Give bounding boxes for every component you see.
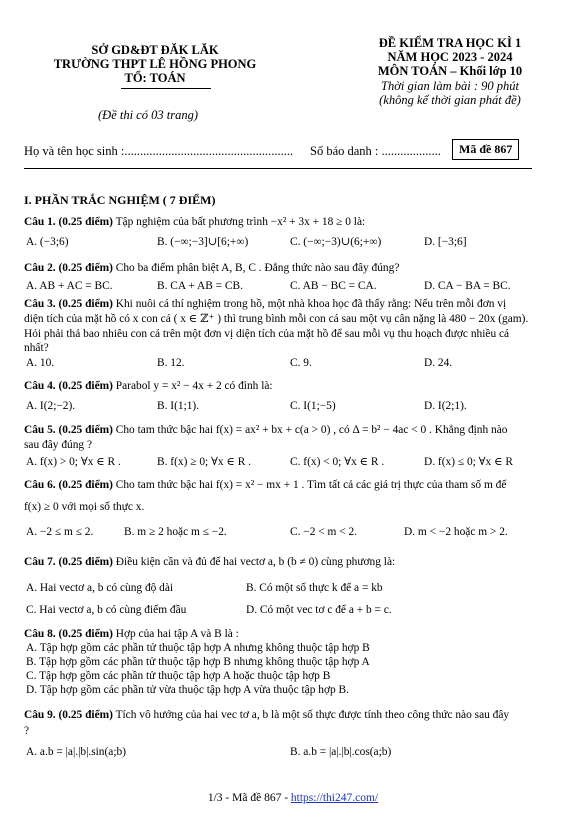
q3-option-d[interactable]: D. 24. bbox=[424, 357, 453, 369]
q7-option-c[interactable]: C. Hai vectơ a, b có cùng điểm đầu bbox=[26, 604, 187, 616]
q9-option-b[interactable]: B. a.b = |a|.|b|.cos(a;b) bbox=[290, 746, 392, 758]
q1-option-c[interactable]: C. (−∞;−3)∪(6;+∞) bbox=[290, 236, 382, 248]
question-9-label: Câu 9. (0.25 điểm) bbox=[24, 709, 113, 721]
question-6-label: Câu 6. (0.25 điểm) bbox=[24, 479, 113, 491]
question-2 bbox=[24, 262, 399, 276]
q8-option-b[interactable]: B. Tập hợp gồm các phần tử thuộc tập hợp B nhưng không thuộc tập hợp A bbox=[26, 656, 370, 668]
question-1-label: Câu 1. (0.25 điểm) bbox=[24, 216, 113, 228]
q4-option-d[interactable]: D. I(2;1). bbox=[424, 400, 467, 412]
q5-option-c[interactable]: C. f(x) < 0; ∀x ∈ R . bbox=[290, 456, 385, 468]
q8-option-c[interactable]: C. Tập hợp gồm các phần tử thuộc tập hợp A hoặc thuộc tập hợp B bbox=[26, 670, 331, 682]
question-7 bbox=[24, 556, 395, 570]
q4-option-a[interactable]: A. I(2;−2). bbox=[26, 400, 76, 412]
exam-year: NĂM HỌC 2023 - 2024 bbox=[387, 50, 513, 64]
q6-option-a[interactable]: A. −2 ≤ m ≤ 2. bbox=[26, 526, 94, 538]
student-id-field: Số báo danh : ................... bbox=[310, 144, 441, 158]
exam-subject: MÔN TOÁN – Khối lớp 10 bbox=[377, 64, 523, 78]
q6-option-c[interactable]: C. −2 < m < 2. bbox=[290, 526, 358, 538]
q6-option-d[interactable]: D. m < −2 hoặc m > 2. bbox=[404, 526, 508, 538]
question-3-text-2: diện tích của mặt hồ có x con cá ( x ∈ ℤ⁺ ) thì trung bình mỗi con cá sau một vụ cân nặng là 480 − 20x (gam). bbox=[24, 313, 529, 325]
q3-option-b[interactable]: B. 12. bbox=[157, 357, 185, 369]
question-3 bbox=[24, 298, 506, 312]
student-name-field: Họ và tên học sinh :...................................................... bbox=[24, 144, 294, 158]
question-8-text: Hợp của hai tập A và B là : bbox=[115, 628, 239, 640]
question-2-label: Câu 2. (0.25 điểm) bbox=[24, 262, 113, 274]
question-3-text-1: Khi nuôi cá thí nghiệm trong hồ, một nhà khoa học đã thấy rằng: Nếu trên mỗi đơn vị bbox=[115, 298, 507, 310]
exam-title: ĐỀ KIỂM TRA HỌC KÌ 1 bbox=[378, 36, 522, 50]
pages-note: (Đề thi có 03 trang) bbox=[98, 108, 198, 122]
question-9 bbox=[24, 709, 509, 723]
footer-text: 1/3 - Mã đề 867 - bbox=[207, 792, 291, 804]
question-8-label: Câu 8. (0.25 điểm) bbox=[24, 628, 113, 640]
question-7-label: Câu 7. (0.25 điểm) bbox=[24, 556, 113, 568]
q7-option-a[interactable]: A. Hai vectơ a, b có cùng độ dài bbox=[26, 582, 174, 594]
q4-option-b[interactable]: B. I(1;1). bbox=[157, 400, 200, 412]
q8-option-a[interactable]: A. Tập hợp gồm các phần tử thuộc tập hợp A nhưng không thuộc tập hợp B bbox=[26, 642, 370, 654]
question-2-text: Cho ba điểm phân biệt A, B, C . Đẳng thức nào sau đây đúng? bbox=[115, 262, 400, 274]
question-9-text-2: ? bbox=[24, 725, 30, 737]
q2-option-a[interactable]: A. AB + AC = BC. bbox=[26, 280, 113, 292]
question-1-text: Tập nghiệm của bất phương trình −x² + 3x + 18 ≥ 0 là: bbox=[115, 216, 366, 228]
q6-option-b[interactable]: B. m ≥ 2 hoặc m ≤ −2. bbox=[124, 526, 227, 538]
footer-link[interactable]: https://thi247.com/ bbox=[290, 792, 379, 804]
question-4 bbox=[24, 380, 273, 394]
question-4-label: Câu 4. (0.25 điểm) bbox=[24, 380, 113, 392]
header-underline bbox=[121, 88, 211, 89]
q9-option-a[interactable]: A. a.b = |a|.|b|.sin(a;b) bbox=[26, 746, 127, 758]
q3-option-a[interactable]: A. 10. bbox=[26, 357, 55, 369]
exam-time-note: (không kể thời gian phát đề) bbox=[379, 93, 521, 107]
question-3-text-4: nhất? bbox=[24, 342, 49, 354]
student-underline bbox=[24, 168, 532, 169]
question-6-text-1: Cho tam thức bậc hai f(x) = x² − mx + 1 . Tìm tất cả các giá trị thực của tham số m để bbox=[115, 479, 507, 491]
school-name: TRƯỜNG THPT LÊ HỒNG PHONG bbox=[53, 57, 257, 71]
school-dept: SỞ GD&ĐT ĐĂK LĂK bbox=[91, 43, 219, 57]
q5-option-d[interactable]: D. f(x) ≤ 0; ∀x ∈ R bbox=[424, 456, 513, 468]
q5-option-a[interactable]: A. f(x) > 0; ∀x ∈ R . bbox=[26, 456, 121, 468]
q2-option-d[interactable]: D. CA − BA = BC. bbox=[424, 280, 511, 292]
q1-option-b[interactable]: B. (−∞;−3]∪[6;+∞) bbox=[157, 236, 249, 248]
q4-option-c[interactable]: C. I(1;−5) bbox=[290, 400, 336, 412]
exam-time: Thời gian làm bài : 90 phút bbox=[381, 79, 519, 93]
question-9-text-1: Tích vô hướng của hai vec tơ a, b là một số thực được tính theo công thức nào sau đây bbox=[115, 709, 510, 721]
q3-option-c[interactable]: C. 9. bbox=[290, 357, 312, 369]
department: TỔ: TOÁN bbox=[124, 71, 186, 85]
page-footer bbox=[0, 792, 586, 804]
section-title: I. PHẦN TRẮC NGHIỆM ( 7 ĐIỂM) bbox=[24, 193, 216, 207]
question-6 bbox=[24, 479, 506, 493]
question-7-text: Điều kiện cần và đủ để hai vectơ a, b (b ≠ 0) cùng phương là: bbox=[115, 556, 396, 568]
q8-option-d[interactable]: D. Tập hợp gồm các phần tử vừa thuộc tập hợp A vừa thuộc tập hợp B. bbox=[26, 684, 349, 696]
q1-option-a[interactable]: A. (−3;6) bbox=[26, 236, 69, 248]
q1-option-d[interactable]: D. [−3;6] bbox=[424, 236, 467, 248]
question-6-text-2: f(x) ≥ 0 với mọi số thực x. bbox=[24, 501, 145, 513]
question-5 bbox=[24, 424, 508, 438]
question-3-text-3: Hỏi phải thả bao nhiêu con cá trên một đơn vị diện tích của mặt hồ để sau mỗi vụ thu hoạch được nhiều cá bbox=[24, 328, 510, 340]
q7-option-d[interactable]: D. Có một vec tơ c để a + b = c. bbox=[246, 604, 392, 616]
question-4-text: Parabol y = x² − 4x + 2 có đỉnh là: bbox=[115, 380, 273, 392]
question-8 bbox=[24, 628, 239, 642]
question-5-label: Câu 5. (0.25 điểm) bbox=[24, 424, 113, 436]
question-5-text-2: sau đây đúng ? bbox=[24, 439, 93, 451]
exam-code-box: Mã đề 867 bbox=[452, 139, 519, 160]
q2-option-b[interactable]: B. CA + AB = CB. bbox=[157, 280, 243, 292]
q7-option-b[interactable]: B. Có một số thực k để a = kb bbox=[246, 582, 383, 594]
q2-option-c[interactable]: C. AB − BC = CA. bbox=[290, 280, 377, 292]
question-5-text-1: Cho tam thức bậc hai f(x) = ax² + bx + c(a > 0) , có Δ = b² − 4ac < 0 . Khẳng định nào bbox=[115, 424, 508, 436]
question-1 bbox=[24, 216, 365, 230]
question-3-label: Câu 3. (0.25 điểm) bbox=[24, 298, 113, 310]
q5-option-b[interactable]: B. f(x) ≥ 0; ∀x ∈ R . bbox=[157, 456, 252, 468]
